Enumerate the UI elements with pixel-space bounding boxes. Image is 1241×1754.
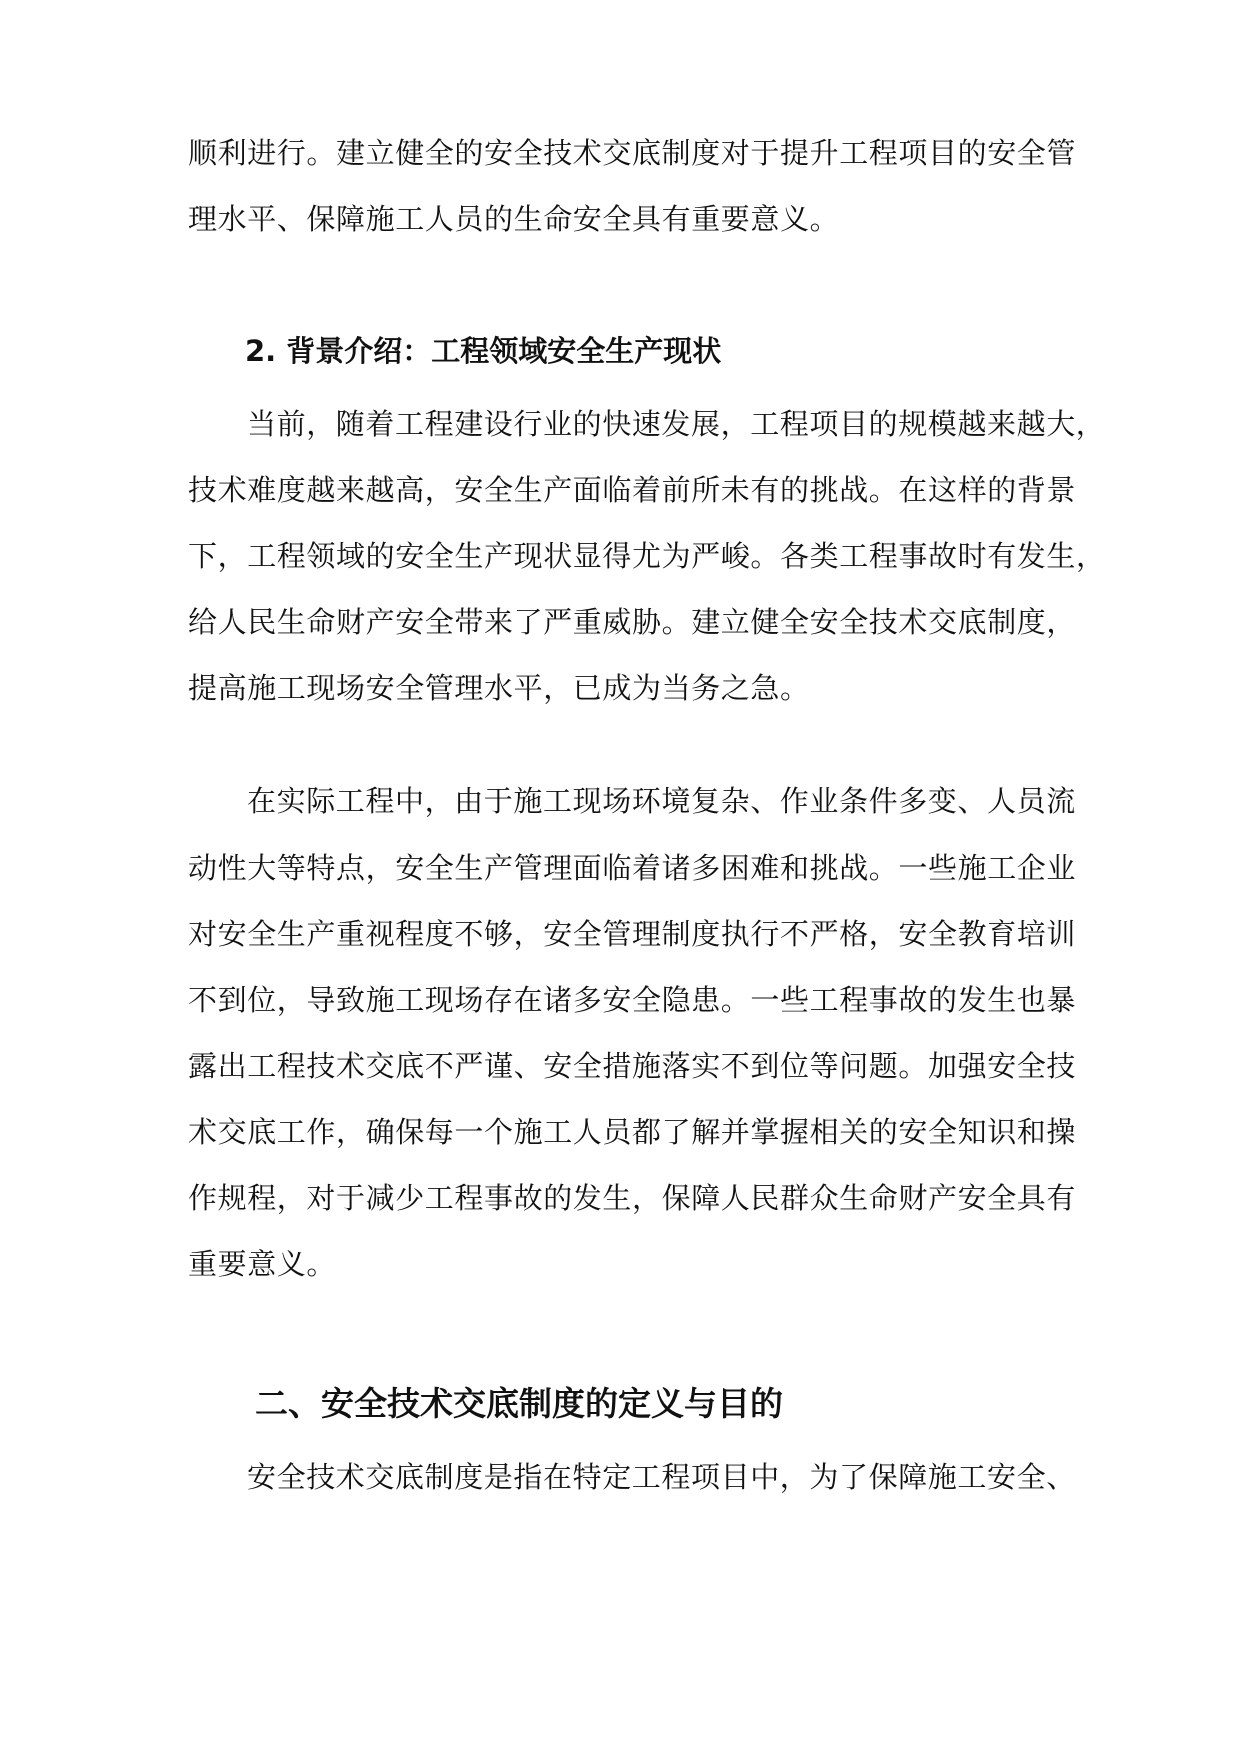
paragraph-line: 技术难度越来越高，安全生产面临着前所未有的挑战。在这样的背景 (188, 473, 1077, 507)
paragraph-line: 理水平、保障施工人员的生命安全具有重要意义。 (188, 202, 840, 236)
paragraph-line: 安全技术交底制度是指在特定工程项目中，为了保障施工安全、 (247, 1460, 1076, 1494)
paragraph-line: 术交底工作，确保每一个施工人员都了解并掌握相关的安全知识和操 (188, 1115, 1077, 1149)
paragraph-line: 当前，随着工程建设行业的快速发展，工程项目的规模越来越大， (247, 407, 1106, 441)
paragraph-line: 给人民生命财产安全带来了严重威胁。建立健全安全技术交底制度， (188, 605, 1077, 639)
paragraph-line: 顺利进行。建立健全的安全技术交底制度对于提升工程项目的安全管 (188, 136, 1077, 170)
paragraph-line: 提高施工现场安全管理水平，已成为当务之急。 (188, 671, 810, 705)
paragraph-line: 作规程，对于减少工程事故的发生，保障人民群众生命财产安全具有 (188, 1181, 1077, 1215)
paragraph-line: 下，工程领域的安全生产现状显得尤为严峻。各类工程事故时有发生， (188, 539, 1106, 573)
chapter-heading: 二、安全技术交底制度的定义与目的 (255, 1384, 783, 1423)
section-heading-background: 2. 背景介绍：工程领域安全生产现状 (245, 334, 722, 368)
paragraph-line: 露出工程技术交底不严谨、安全措施落实不到位等问题。加强安全技 (188, 1049, 1077, 1083)
paragraph-line: 不到位，导致施工现场存在诸多安全隐患。一些工程事故的发生也暴 (188, 983, 1077, 1017)
paragraph-line: 在实际工程中，由于施工现场环境复杂、作业条件多变、人员流 (247, 784, 1076, 818)
paragraph-line: 对安全生产重视程度不够，安全管理制度执行不严格，安全教育培训 (188, 917, 1077, 951)
paragraph-line: 重要意义。 (188, 1247, 337, 1281)
paragraph-line: 动性大等特点，安全生产管理面临着诸多困难和挑战。一些施工企业 (188, 851, 1077, 885)
